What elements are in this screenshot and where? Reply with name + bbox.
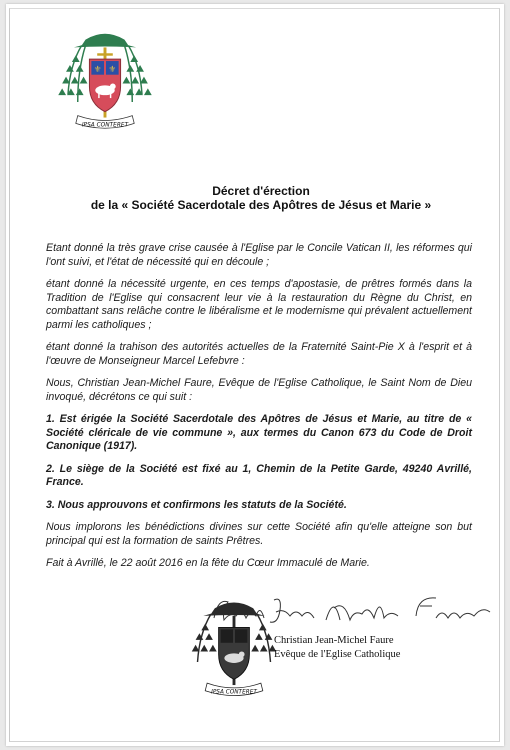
decree-title bbox=[66, 184, 456, 212]
paragraph-blessing: Nous implorons les bénédictions divines sur cette Société afin qu'elle atteigne son but principal qui est la formation de saints Prêtres. bbox=[46, 521, 472, 547]
svg-text:IPSA CONTERET: IPSA CONTERET bbox=[81, 122, 129, 129]
svg-text:⚜: ⚜ bbox=[93, 64, 102, 75]
article-2: 2. Le siège de la Société est fixé au 1, Chemin de la Petite Garde, 49240 Avrillé, France. bbox=[46, 462, 472, 488]
coat-of-arms-top bbox=[56, 26, 154, 138]
paragraph-decree-intro: Nous, Christian Jean-Michel Faure, Evêque de l'Eglise Catholique, le Saint Nom de Dieu invoqué, décrétons ce qui suit : bbox=[46, 377, 472, 403]
paragraph-betrayal: étant donné la trahison des autorités actuelles de la Fraternité Saint-Pie X à l'esprit et à l'œuvre de Monseigneur Marcel Lefebvre : bbox=[46, 341, 472, 367]
signatory-role: Evêque de l'Eglise Catholique bbox=[274, 649, 401, 660]
article-1: 1. Est érigée la Société Sacerdotale des Apôtres de Jésus et Marie, au titre de « Société cléricale de vie commune », aux termes du Canon 673 du Code de Droit Canonique (1917). bbox=[46, 413, 472, 452]
document-page bbox=[6, 4, 504, 746]
paragraph-date-place: Fait à Avrillé, le 22 août 2016 en la fête du Cœur Immaculé de Marie. bbox=[46, 557, 370, 569]
article-3: 3. Nous approuvons et confirmons les statuts de la Société. bbox=[46, 498, 347, 511]
title-line-2: de la « Société Sacerdotale des Apôtres de Jésus et Marie » bbox=[90, 198, 432, 212]
coat-of-arms-seal bbox=[186, 594, 282, 706]
title-line-1: Décret d'érection bbox=[212, 184, 310, 198]
decree-body bbox=[46, 242, 472, 580]
svg-text:⚜: ⚜ bbox=[108, 64, 117, 75]
signatory-name: Christian Jean-Michel Faure bbox=[274, 635, 394, 646]
svg-text:IPSA CONTERET: IPSA CONTERET bbox=[211, 689, 257, 696]
signatory-block bbox=[274, 634, 400, 662]
paragraph-necessity: étant donné la nécessité urgente, en ces temps d'apostasie, de prêtres formés dans la Tradition de l'Eglise qui consacrent leur vie à la restauration du Règne du Christ, en combattant sans relâche contre le libéralisme et le modernisme qui prévalent actuellement parmi les catholiques ; bbox=[46, 278, 472, 331]
paragraph-crisis: Etant donné la très grave crise causée à l'Eglise par le Concile Vatican II, les réformes qui l'ont suivi, et l'état de nécessité qui en découle ; bbox=[46, 242, 472, 268]
